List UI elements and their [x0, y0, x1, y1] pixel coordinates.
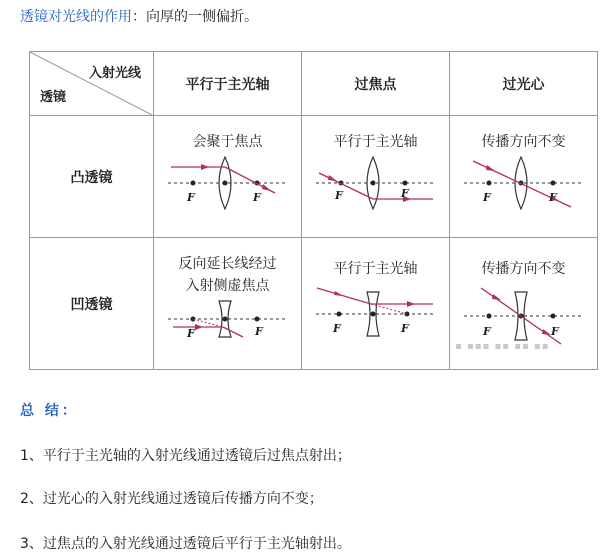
convex-parallel-diagram [163, 153, 293, 223]
focus-label: F [550, 324, 559, 338]
watermark: ▪ ▪▪▪ ▪▪ ▪▪ ▪▪ [455, 341, 550, 352]
row-header-concave: 凹透镜 [30, 238, 154, 370]
corner-header-cell [30, 52, 154, 116]
lens-table [29, 51, 597, 369]
column-header-center: 过光心 [450, 52, 598, 116]
focus-label: F [186, 326, 195, 340]
cell-rule-text: 传播方向不变 [481, 133, 566, 150]
focus-label: F [254, 324, 263, 338]
convex-center-diagram [459, 153, 589, 223]
focus-label: F [186, 190, 195, 204]
row-header-convex: 凸透镜 [30, 116, 154, 238]
corner-bottom-label: 透镜 [40, 90, 67, 105]
header-title: 透镜对光线的作用 [20, 9, 132, 25]
cell-rule-text: 平行于主光轴 [333, 133, 418, 150]
focus-label: F [482, 324, 491, 338]
column-header-focus: 过焦点 [302, 52, 450, 116]
concave-center-diagram [459, 280, 589, 350]
column-header-parallel: 平行于主光轴 [154, 52, 302, 116]
cell-rule-text: 会聚于焦点 [192, 133, 263, 150]
concave-focus-diagram [311, 280, 441, 350]
convex-focus-diagram [311, 153, 441, 223]
focus-label: F [334, 188, 343, 202]
cell-rule-text: 入射侧虚焦点 [185, 277, 270, 294]
cell-rule-text: 反向延长线经过 [178, 255, 277, 272]
summary-item: 3、过焦点的入射光线通过透镜后平行于主光轴射出。 [20, 536, 351, 552]
summary-title: 总 结： [20, 403, 79, 419]
header-colon: ： [132, 9, 146, 25]
cell-rule-text: 传播方向不变 [481, 260, 566, 277]
summary-item: 1、平行于主光轴的入射光线通过透镜后过焦点射出； [20, 448, 351, 464]
cell-rule-text: 平行于主光轴 [333, 260, 418, 277]
summary-item: 2、过光心的入射光线通过透镜后传播方向不变； [20, 491, 323, 507]
cell-concave-parallel [154, 238, 302, 370]
focus-label: F [400, 321, 409, 335]
corner-top-label: 入射光线 [88, 66, 141, 81]
cell-convex-parallel [154, 116, 302, 238]
header-desc: 向厚的一侧偏折。 [146, 9, 258, 25]
concave-parallel-diagram [163, 297, 293, 355]
cell-convex-focus [302, 116, 450, 238]
focus-label: F [548, 190, 557, 204]
cell-concave-focus [302, 238, 450, 370]
page-header [20, 6, 258, 26]
focus-label: F [252, 190, 261, 204]
focus-label: F [400, 186, 409, 200]
focus-label: F [332, 321, 341, 335]
focus-label: F [482, 190, 491, 204]
cell-convex-center [450, 116, 598, 238]
